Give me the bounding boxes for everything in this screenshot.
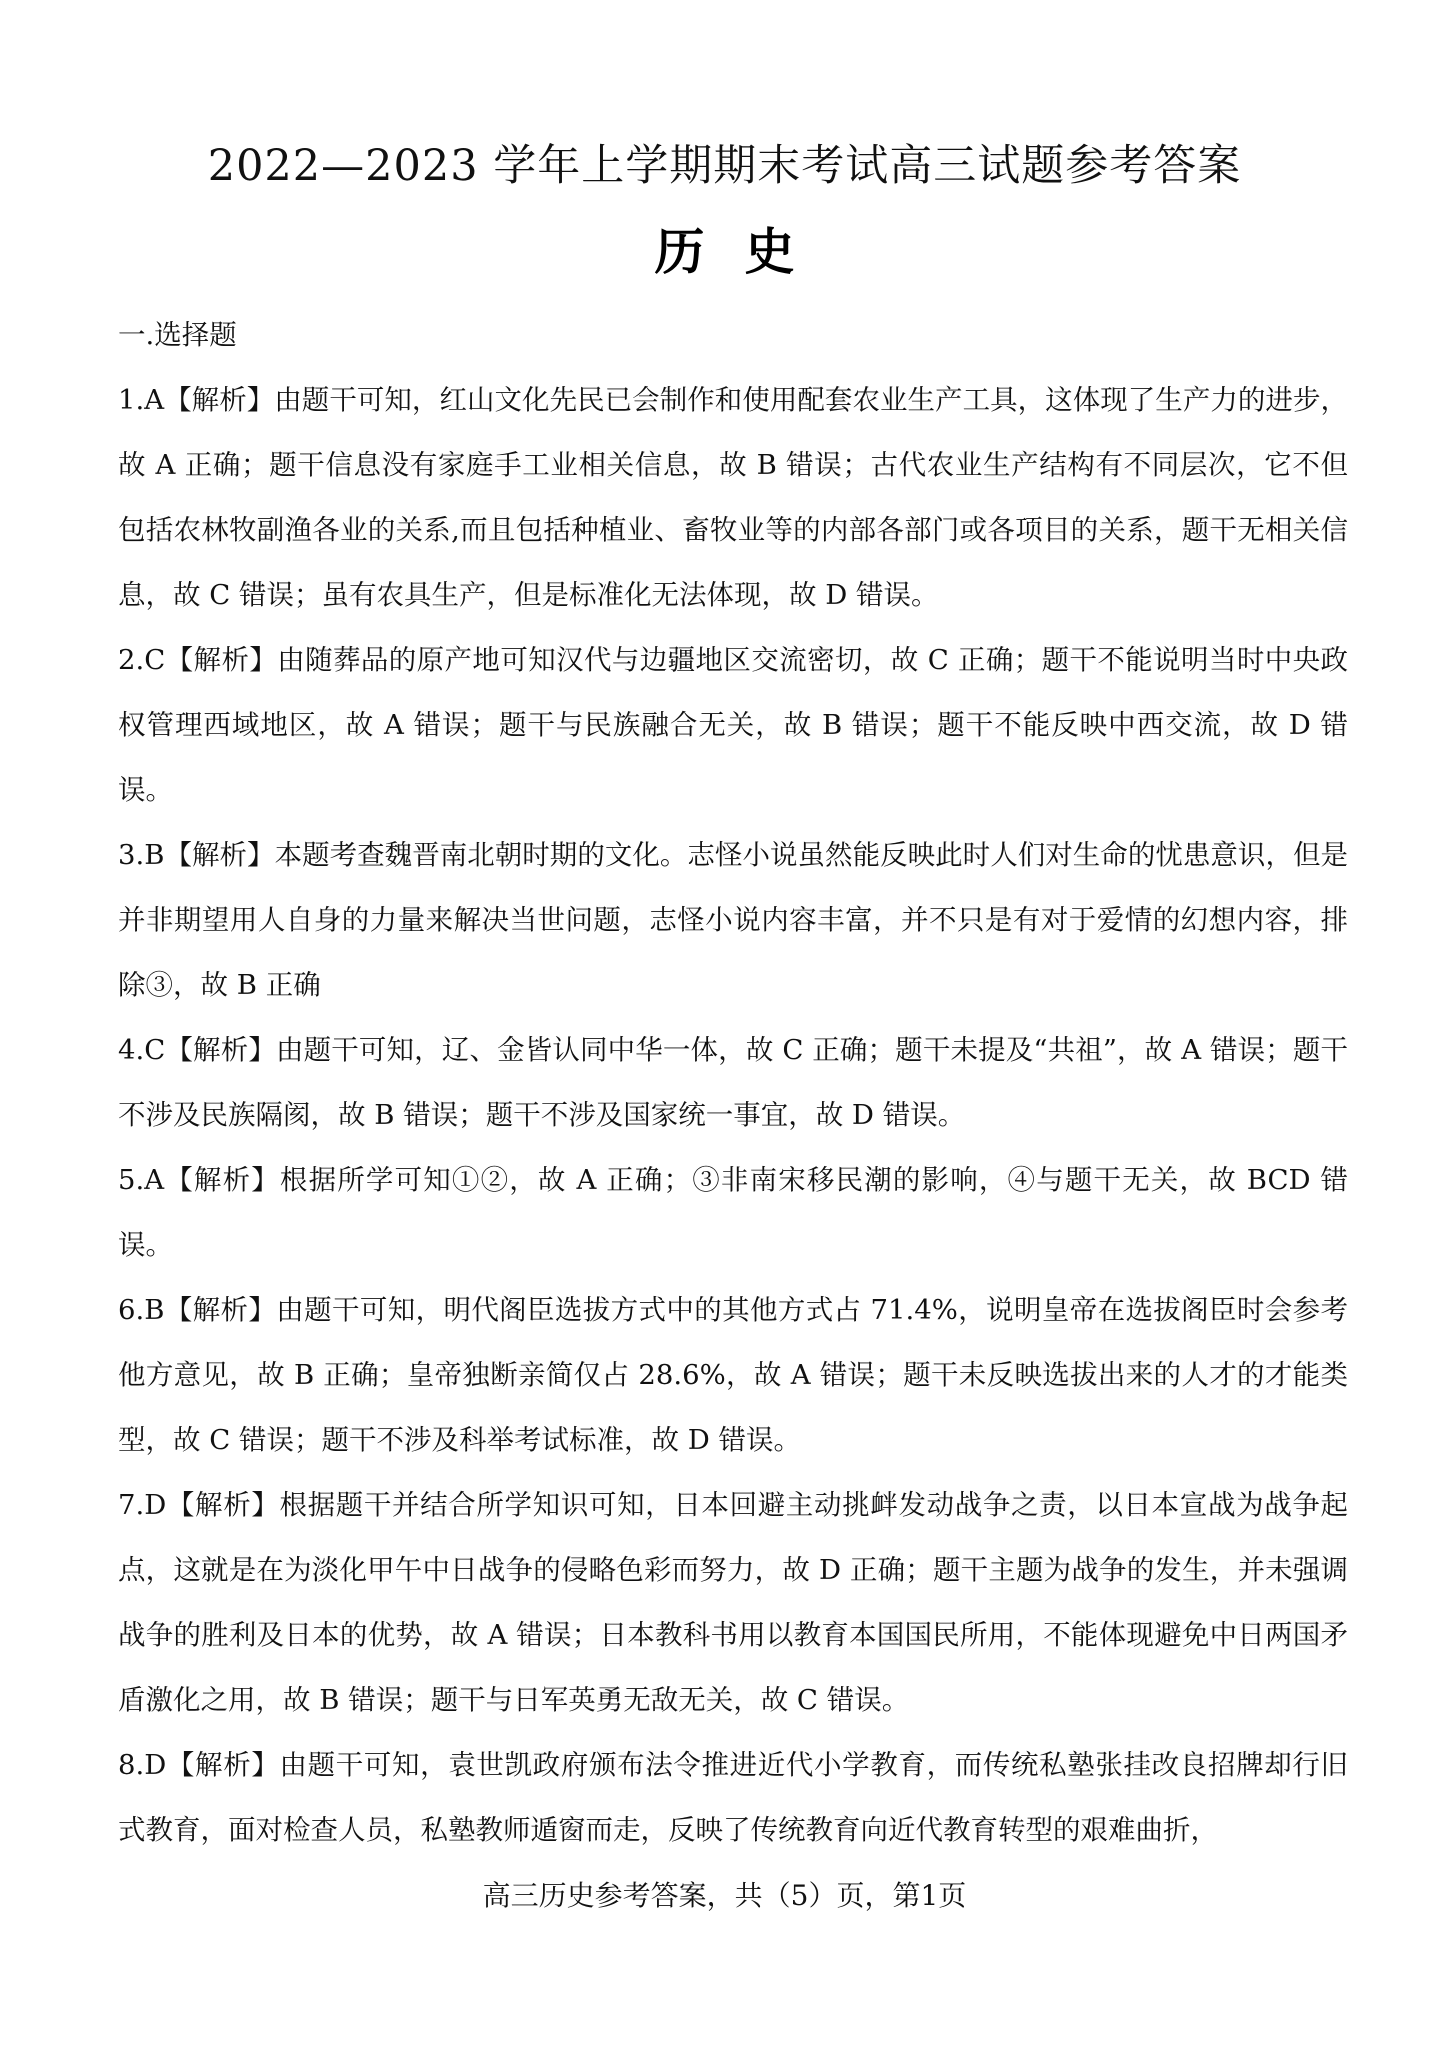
answer-item-5: 5.A【解析】根据所学可知①②，故 A 正确；③非南宋移民潮的影响，④与题干无关，故 BCD 错误。	[118, 1164, 1348, 1261]
answer-item-1: 1.A【解析】由题干可知，红山文化先民已会制作和使用配套农业生产工具，这体现了生产力的进步，故 A 正确；题干信息没有家庭手工业相关信息，故 B 错误；古代农业生产结构有不同层次，它不但包括农林牧副渔各业的关系,而且包括种植业、畜牧业等的内部各部门或各项目的关系，题干无相关信息，故 C 错误；虽有农具生产，但是标准化无法体现，故 D 错误。	[118, 384, 1348, 611]
answer-item-7: 7.D【解析】根据题干并结合所学知识可知，日本回避主动挑衅发动战争之责，以日本宣战为战争起点，这就是在为淡化甲午中日战争的侵略色彩而努力，故 D 正确；题干主题为战争的发生，并未强调战争的胜利及日本的优势，故 A 错误；日本教科书用以教育本国国民所用，不能体现避免中日两国矛盾激化之用，故 B 错误；题干与日军英勇无敌无关，故 C 错误。	[118, 1489, 1348, 1716]
page-footer: 高三历史参考答案，共（5）页，第1页	[482, 1879, 967, 1912]
answer-item-8: 8.D【解析】由题干可知，袁世凯政府颁布法令推进近代小学教育，而传统私塾张挂改良招牌却行旧式教育，面对检查人员，私塾教师遁窗而走，反映了传统教育向近代教育转型的艰难曲折，	[118, 1749, 1348, 1846]
section-title: 一.选择题	[118, 319, 237, 351]
document-body	[118, 303, 1348, 1863]
answer-item-4: 4.C【解析】由题干可知，辽、金皆认同中华一体，故 C 正确；题干未提及“共祖”，故 A 错误；题干不涉及民族隔阂，故 B 错误；题干不涉及国家统一事宜，故 D 错误。	[118, 1034, 1348, 1131]
answer-item-6: 6.B【解析】由题干可知，明代阁臣选拔方式中的其他方式占 71.4%，说明皇帝在选拔阁臣时会参考他方意见，故 B 正确；皇帝独断亲简仅占 28.6%，故 A 错误；题干未反映选拔出来的人才的才能类型，故 C 错误；题干不涉及科举考试标准，故 D 错误。	[118, 1294, 1348, 1456]
answer-item-2: 2.C【解析】由随葬品的原产地可知汉代与边疆地区交流密切，故 C 正确；题干不能说明当时中央政权管理西域地区，故 A 错误；题干与民族融合无关，故 B 错误；题干不能反映中西交流，故 D 错误。	[118, 644, 1348, 806]
subject-heading: 历史	[654, 223, 835, 281]
page-title: 2022—2023 学年上学期期末考试高三试题参考答案	[207, 141, 1242, 191]
answer-item-3: 3.B【解析】本题考查魏晋南北朝时期的文化。志怪小说虽然能反映此时人们对生命的忧患意识，但是并非期望用人自身的力量来解决当世问题，志怪小说内容丰富，并不只是有对于爱情的幻想内容，排除③，故 B 正确	[118, 839, 1348, 1001]
